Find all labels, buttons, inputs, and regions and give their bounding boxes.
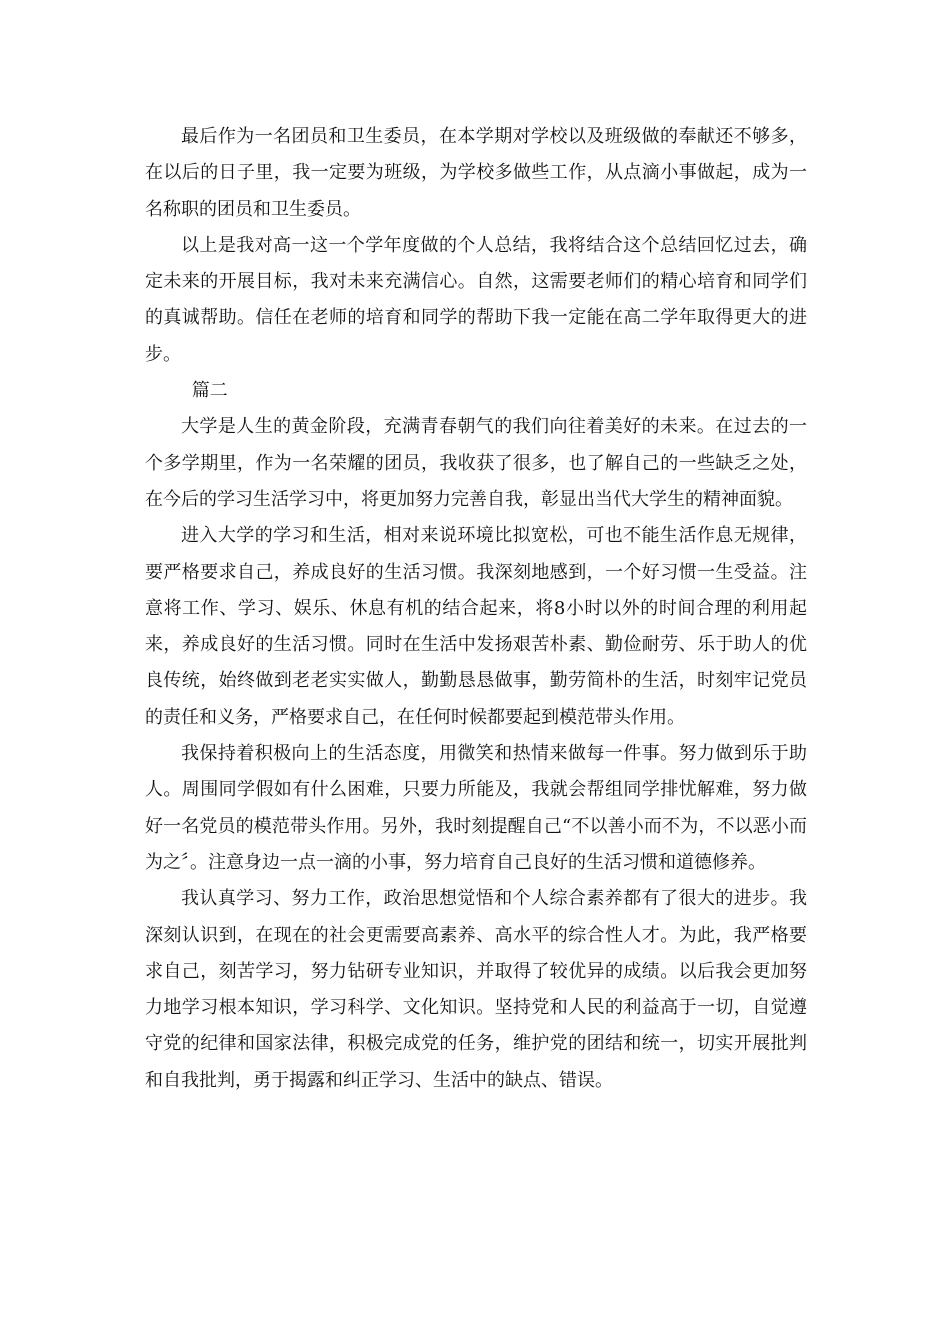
- section-heading: 篇二: [191, 380, 228, 402]
- paragraph-4: 进入大学的学习和生活，相对来说环境比拟宽松，可也不能生活作息无规律，要严格要求自己，养成良好的生活习惯。我深刻地感到，一个好习惯一生受益。注意将工作、学习、娱乐、休息有机的结合起来，将8小时以外的时间合理的利用起来，养成良好的生活习惯。同时在生活中发扬艰苦朴素、勤俭耐劳、乐于助人的优良传统，始终做到老老实实做人，勤勤恳恳做事，勤劳简朴的生活，时刻牢记党员的责任和义务，严格要求自己，在任何时候都要起到模范带头作用。: [145, 525, 807, 728]
- document-body: [145, 119, 807, 1099]
- paragraph-5: 我保持着积极向上的生活态度，用微笑和热情来做每一件事。努力做到乐于助人。周围同学假如有什么困难，只要力所能及，我就会帮组同学排忧解难，努力做好一名党员的模范带头作用。另外，我时刻提醒自己“不以善小而不为，不以恶小而为之〞。注意身边一点一滴的小事，努力培育自己良好的生活习惯和道德修养。: [145, 743, 807, 873]
- paragraph-1: 最后作为一名团员和卫生委员，在本学期对学校以及班级做的奉献还不够多，在以后的日子里，我一定要为班级，为学校多做些工作，从点滴小事做起，成为一名称职的团员和卫生委员。: [145, 126, 807, 220]
- paragraph-3: 大学是人生的黄金阶段，充满青春朝气的我们向往着美好的未来。在过去的一个多学期里，作为一名荣耀的团员，我收获了很多，也了解自己的一些缺乏之处，在今后的学习生活学习中，将更加努力完善自我，彰显出当代大学生的精神面貌。: [145, 416, 807, 510]
- paragraph-6: 我认真学习、努力工作，政治思想觉悟和个人综合素养都有了很大的进步。我深刻认识到，在现在的社会更需要高素养、高水平的综合性人才。为此，我严格要求自己，刻苦学习，努力钻研专业知识，并取得了较优异的成绩。以后我会更加努力地学习根本知识，学习科学、文化知识。坚持党和人民的利益高于一切，自觉遵守党的纪律和国家法律，积极完成党的任务，维护党的团结和统一，切实开展批判和自我批判，勇于揭露和纠正学习、生活中的缺点、错误。: [145, 888, 807, 1091]
- paragraph-2: 以上是我对高一这一个学年度做的个人总结，我将结合这个总结回忆过去，确定未来的开展目标，我对未来充满信心。自然，这需要老师们的精心培育和同学们的真诚帮助。信任在老师的培育和同学的帮助下我一定能在高二学年取得更大的进步。: [145, 234, 807, 365]
